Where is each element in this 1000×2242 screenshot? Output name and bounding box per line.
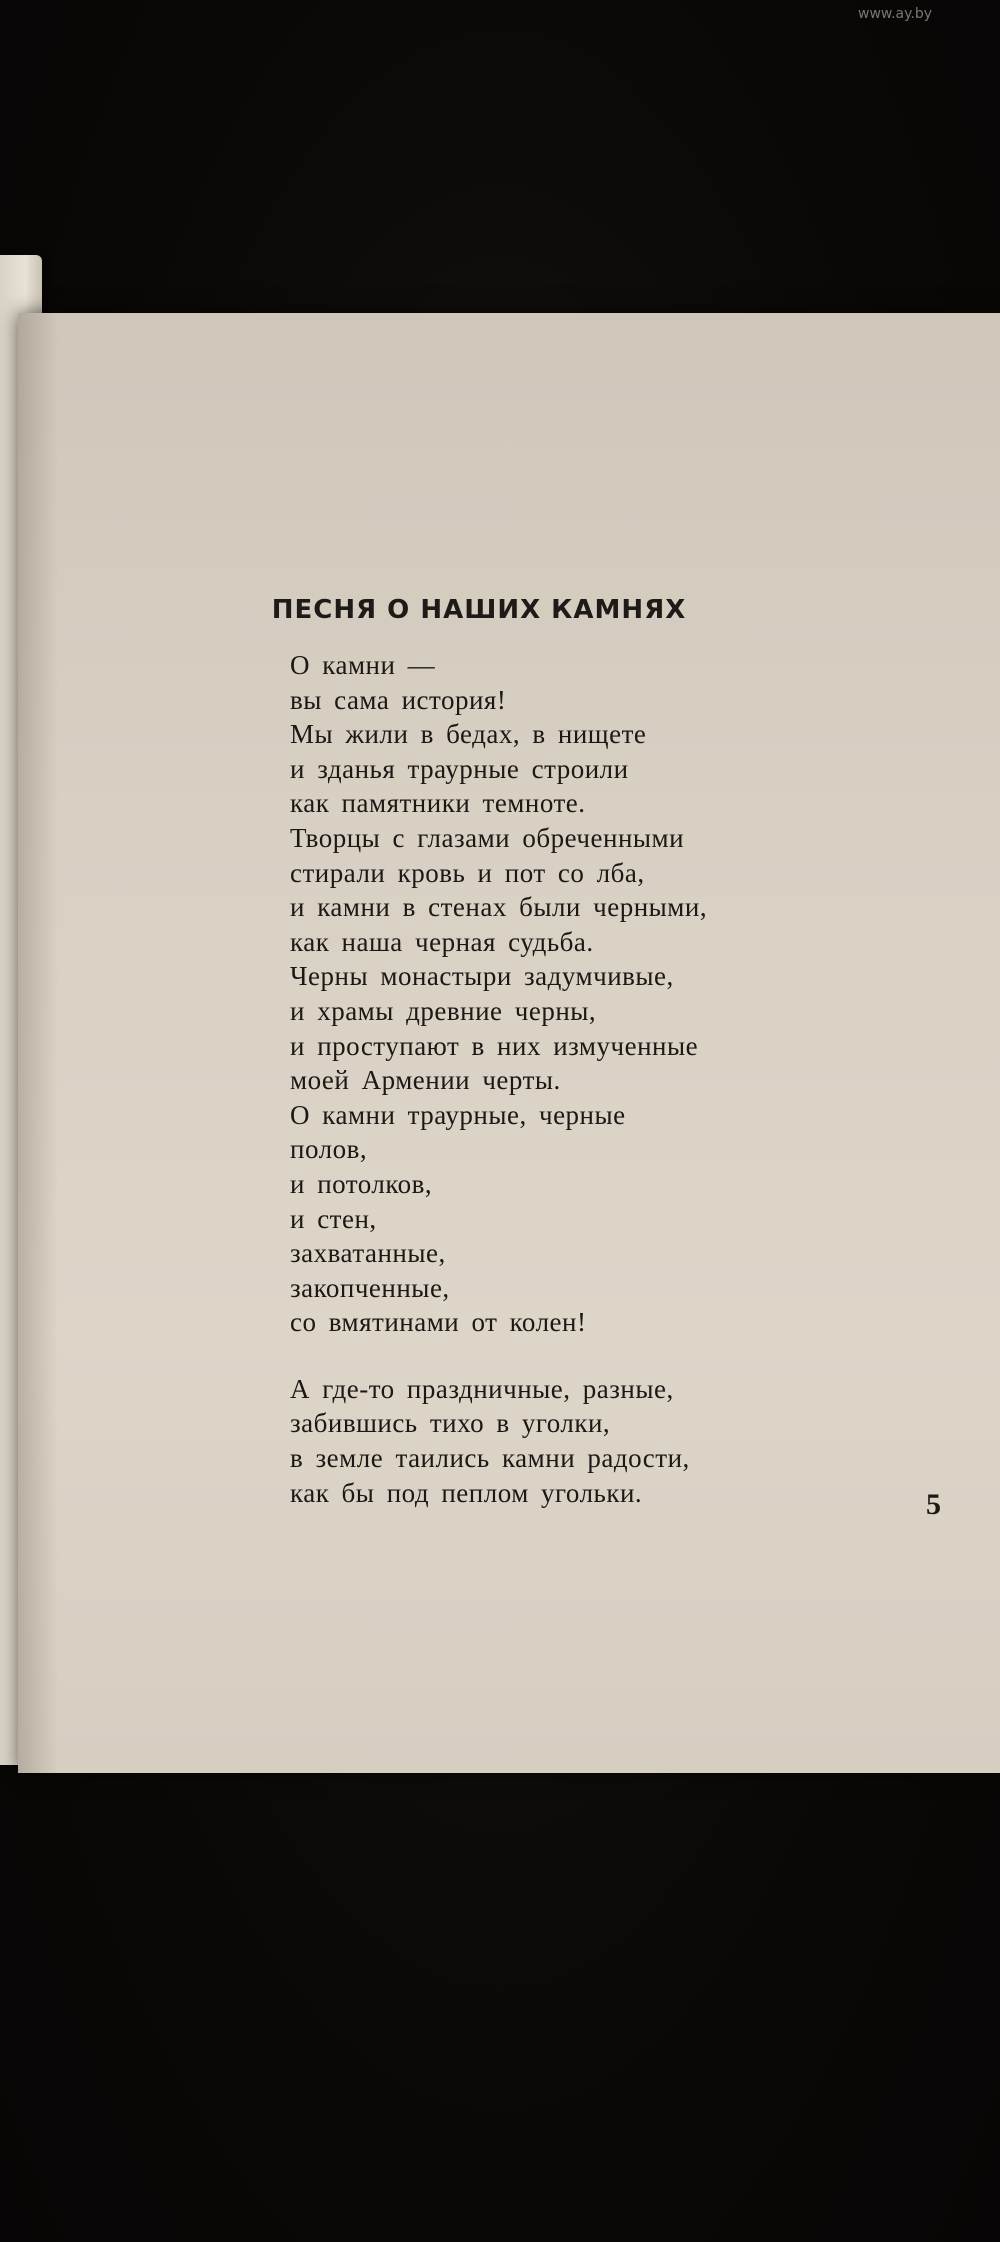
poem-line: Творцы с глазами обреченными bbox=[290, 822, 685, 853]
poem-line: и храмы древние черны, bbox=[290, 995, 597, 1026]
poem-line: вы сама история! bbox=[290, 684, 507, 715]
poem-line: стирали кровь и пот со лба, bbox=[290, 857, 645, 888]
poem-line: и потолков, bbox=[290, 1168, 433, 1199]
poem-line: и камни в стенах были черными, bbox=[290, 892, 708, 923]
poem-line: Мы жили в бедах, в нищете bbox=[290, 719, 647, 750]
poem-line: полов, bbox=[290, 1134, 368, 1165]
poem-line: А где-то праздничные, разные, bbox=[290, 1373, 674, 1404]
poem-line: моей Армении черты. bbox=[290, 1065, 561, 1096]
poem-line: в земле таились камни радости, bbox=[290, 1443, 690, 1474]
poem-line: захватанные, bbox=[290, 1238, 446, 1269]
poem-body bbox=[290, 648, 707, 1510]
poem-line: Черны монастыри задумчивые, bbox=[290, 961, 674, 992]
poem-line: забившись тихо в уголки, bbox=[290, 1408, 611, 1439]
watermark: www.ay.by bbox=[858, 6, 933, 22]
poem-title: ПЕСНЯ О НАШИХ КАМНЯХ bbox=[271, 595, 687, 625]
poem-line: как памятники темноте. bbox=[290, 788, 586, 819]
page-number: 5 bbox=[926, 1488, 941, 1521]
poem-line: О камни траурные, черные bbox=[290, 1099, 626, 1130]
poem-line: закопченные, bbox=[290, 1272, 450, 1303]
poem-line: и стен, bbox=[290, 1203, 377, 1234]
poem-line: и зданья траурные строили bbox=[290, 753, 629, 784]
poem-line: О камни — bbox=[290, 650, 436, 680]
poem-line: как бы под пеплом угольки. bbox=[290, 1477, 643, 1508]
stanza-1 bbox=[290, 648, 707, 1340]
stanza-2 bbox=[290, 1372, 707, 1510]
book-page bbox=[18, 313, 1000, 1773]
poem-line: как наша черная судьба. bbox=[290, 926, 594, 957]
poem-line: со вмятинами от колен! bbox=[290, 1307, 587, 1338]
poem-line: и проступают в них измученные bbox=[290, 1030, 699, 1061]
